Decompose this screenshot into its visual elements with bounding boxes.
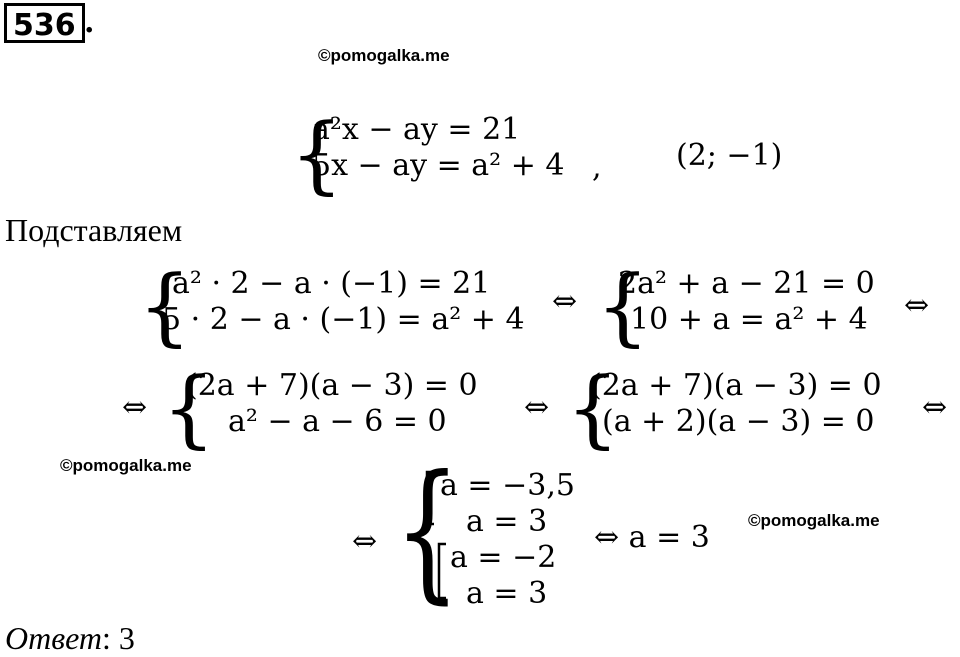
step1-left-eq2: 5 · 2 − a · (−1) = a² + 4: [162, 302, 525, 337]
step2-right-eq2: (a + 2)(a − 3) = 0: [602, 404, 875, 439]
step2-right-system: [590, 368, 882, 440]
step3-set1: [440, 468, 575, 540]
watermark-left: ©pomogalka.me: [60, 456, 192, 475]
step1-left-eq1: a² · 2 − a · (−1) = 21: [172, 266, 491, 301]
step1-left-brace: {: [138, 257, 192, 355]
given-eq1: a²x − ay = 21: [312, 112, 521, 147]
step3-set1-bracket: [424, 470, 436, 526]
given-system-brace: {: [290, 105, 344, 203]
step3-set2-b: a = 3: [466, 576, 548, 611]
step2-left-eq1: (2a + 7)(a − 3) = 0: [186, 368, 478, 403]
problem-number: 536: [4, 3, 85, 43]
step2-right-eq1: (2a + 7)(a − 3) = 0: [590, 368, 882, 403]
step3-set2: [450, 540, 556, 612]
step2-equiv-2: ⇔: [922, 390, 948, 425]
step1-equiv-1: ⇔: [552, 284, 578, 319]
step1-right-eq1: 2a² + a − 21 = 0: [618, 266, 875, 301]
step3-set1-b: a = 3: [466, 504, 548, 539]
problem-number-dot: .: [84, 5, 95, 40]
step1-right-system: [618, 266, 875, 338]
step2-equiv-0: ⇔: [122, 390, 148, 425]
step3-result: ⇔ a = 3: [594, 520, 710, 555]
step1-right-brace: {: [596, 257, 650, 355]
answer: [5, 620, 135, 657]
answer-label: Ответ: [5, 620, 102, 656]
step1-left-system: [162, 266, 525, 338]
step3-outer-brace: {: [394, 444, 461, 618]
given-eq2: 5x − ay = a² + 4: [312, 148, 565, 183]
given-point: (2; −1): [676, 138, 783, 173]
step1-right-eq2: 10 + a = a² + 4: [630, 302, 868, 337]
step3-set1-a: a = −3,5: [440, 468, 575, 503]
step2-left-system: [186, 368, 478, 440]
answer-value: : 3: [102, 620, 135, 656]
watermark-right: ©pomogalka.me: [748, 511, 880, 530]
step1-equiv-2: ⇔: [904, 288, 930, 323]
given-system: [312, 112, 564, 184]
substitute-label: Подставляем: [5, 212, 183, 248]
step2-left-eq2: a² − a − 6 = 0: [228, 404, 447, 439]
step2-left-brace: {: [162, 359, 216, 457]
given-comma: ,: [592, 150, 602, 185]
step2-equiv-1: ⇔: [524, 390, 550, 425]
step3-set2-a: a = −2: [450, 540, 557, 575]
step3-set2-bracket: [436, 542, 448, 600]
watermark-top: ©pomogalka.me: [318, 46, 450, 65]
step3-equiv-0: ⇔: [352, 524, 378, 559]
step2-right-brace: {: [566, 359, 620, 457]
